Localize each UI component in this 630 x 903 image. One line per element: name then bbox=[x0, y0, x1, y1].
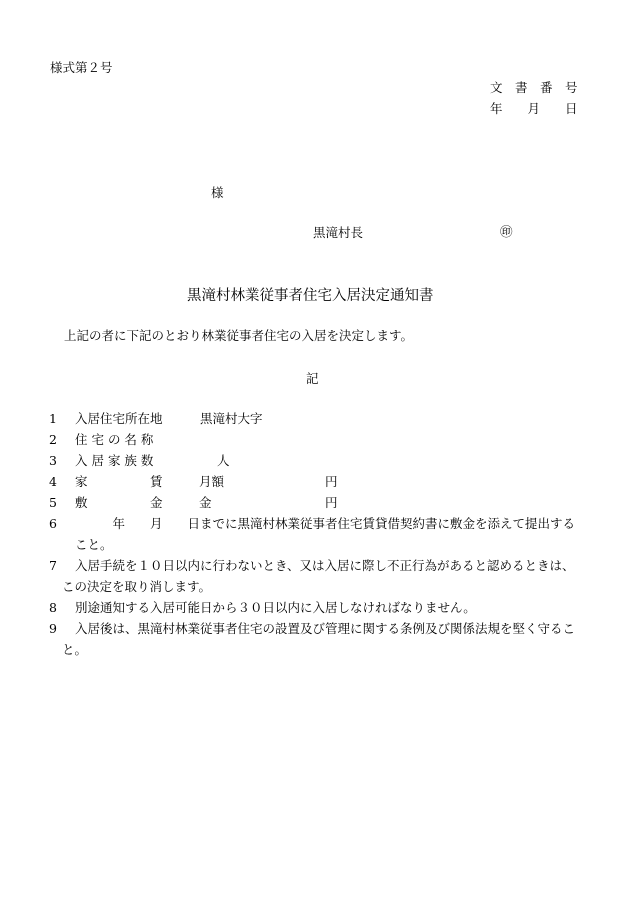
item-label: 入居住宅所在地 bbox=[75, 411, 163, 426]
item-continuation: と。 bbox=[62, 642, 88, 657]
item-label: 入 居 家 族 数 bbox=[75, 453, 154, 468]
item-number: 4 bbox=[49, 474, 57, 489]
ki-heading: 記 bbox=[306, 371, 319, 386]
item-label: 敷 金 bbox=[75, 495, 163, 510]
sender-title: 黒滝村長 bbox=[313, 225, 364, 240]
item-continuation: こと。 bbox=[75, 537, 113, 552]
item-label: 住 宅 の 名 称 bbox=[75, 432, 154, 447]
item-number: 3 bbox=[49, 453, 57, 468]
item-sub-label: 金 bbox=[199, 495, 212, 510]
item-value: 円 bbox=[325, 474, 338, 489]
document-title: 黒滝村林業従事者住宅入居決定通知書 bbox=[187, 288, 434, 304]
item-value: 円 bbox=[325, 495, 338, 510]
item-continuation: この決定を取り消します。 bbox=[62, 579, 212, 594]
item-value: 黒滝村大字 bbox=[200, 411, 263, 426]
item-number: 7 bbox=[49, 558, 57, 573]
item-text: 入居手続を１０日以内に行わないとき、又は入居に際し不正行為があると認めるときは、 bbox=[75, 558, 575, 573]
item-sub-label: 月額 bbox=[199, 474, 225, 489]
intro-text: 上記の者に下記のとおり林業従事者住宅の入居を決定します。 bbox=[64, 328, 414, 343]
item-number: 2 bbox=[49, 432, 57, 447]
recipient-honorific: 様 bbox=[211, 185, 224, 200]
seal-mark: ㊞ bbox=[500, 224, 513, 239]
item-number: 6 bbox=[49, 516, 57, 531]
item-number: 1 bbox=[49, 411, 57, 426]
item-number: 8 bbox=[49, 600, 57, 615]
item-value: 人 bbox=[217, 453, 230, 468]
item-label: 家 賃 bbox=[75, 474, 163, 489]
document-number-label: 文 書 番 号 bbox=[490, 80, 578, 95]
item-text: 年 月 日までに黒滝村林業従事者住宅賃貸借契約書に敷金を添えて提出する bbox=[75, 516, 576, 531]
item-number: 5 bbox=[49, 495, 57, 510]
item-text: 別途通知する入居可能日から３０日以内に入居しなければなりません。 bbox=[75, 600, 476, 615]
form-number: 様式第２号 bbox=[50, 60, 113, 75]
item-text: 入居後は、黒滝村林業従事者住宅の設置及び管理に関する条例及び関係法規を堅く守るこ bbox=[75, 621, 576, 636]
item-number: 9 bbox=[49, 621, 57, 636]
date-label: 年 月 日 bbox=[490, 101, 578, 116]
